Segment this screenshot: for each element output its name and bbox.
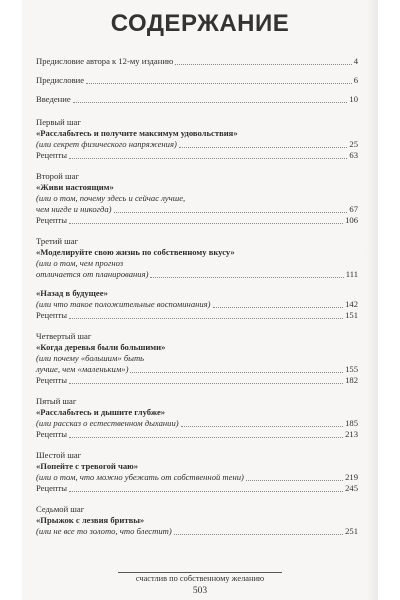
toc-page-number: 155 [345,364,358,374]
book-page [22,0,378,600]
step-title: «Расслабьтесь и получите максимум удовольствия» [36,128,238,138]
step-recipes [36,215,358,226]
book-title: счастлив по собственному желанию [118,572,282,583]
step-label: Четвертый шаг [36,331,92,341]
dot-leader [69,157,347,159]
step-recipes [36,150,358,161]
toc-entry [36,94,358,105]
toc-step [36,236,358,321]
step-recipes [36,375,358,386]
table-of-contents [36,56,358,537]
toc-page-number: 25 [349,139,358,149]
dot-leader [69,490,343,492]
step-recipes [36,429,358,440]
dot-leader [174,533,343,535]
step-label: Пятый шаг [36,396,77,406]
step-subtitle [36,139,358,150]
dot-leader [86,82,352,84]
step-title: «Когда деревья были большими» [36,342,166,352]
toc-page-number: 63 [349,150,358,160]
toc-page-number: 67 [349,204,358,214]
toc-step [36,450,358,494]
step-label: Седьмой шаг [36,504,85,514]
step-recipes [36,310,358,321]
step-title: «Моделируйте свою жизнь по собственному вкусу» [36,247,235,257]
step-subtitle [36,526,358,537]
step-subtitle-text: чем нигде и никогда) [36,204,112,214]
running-footer [22,574,378,583]
page-number: 503 [192,586,208,596]
toc-entry-title: Введение [36,94,71,104]
toc-page-number: 6 [353,75,358,85]
step-subtitle-text: (или о том, почему здесь и сейчас лучше, [36,193,186,203]
toc-step [36,117,358,161]
dot-leader [73,101,348,103]
dot-leader [69,382,343,384]
dot-leader [130,371,343,373]
toc-page-number: 111 [345,269,358,279]
page-title: СОДЕРЖАНИЕ [110,10,290,37]
recipes-label: Рецепты [36,483,68,493]
toc-step [36,504,358,537]
toc-page-number: 151 [345,310,358,320]
toc-page-number: 106 [345,215,358,225]
toc-step [36,171,358,226]
dot-leader [181,425,343,427]
toc-page-number: 4 [353,56,358,66]
step-subtitle-text: (или почему «большим» быть [36,353,145,363]
step-label: Шестой шаг [36,450,82,460]
toc-entry [36,75,358,86]
step-label: Второй шаг [36,171,79,181]
step-subtitle [36,269,358,280]
step-subtitle [36,364,358,375]
dot-leader [179,146,348,148]
dot-leader [246,479,343,481]
toc-page-number: 245 [345,483,358,493]
step-title: «Расслабьтесь и дышите глубже» [36,407,166,417]
step-subtitle-text: (или что такое положительные воспоминания) [36,299,211,309]
toc-step [36,331,358,386]
step-title: «Живи настоящим» [36,182,114,192]
toc-page-number: 185 [345,418,358,428]
recipes-label: Рецепты [36,310,68,320]
recipes-label: Рецепты [36,375,68,385]
dot-leader [69,436,343,438]
dot-leader [150,276,343,278]
toc-page-number: 182 [345,375,358,385]
step-subtitle-text: лучше, чем «маленьким») [36,364,129,374]
step-title: «Прыжок с лезвия бритвы» [36,515,145,525]
step-extra-title: «Назад в будущее» [36,288,108,298]
toc-entry-title: Предисловие автора к 12-му изданию [36,56,174,66]
step-subtitle-text: (или о том, чем прогноз [36,258,124,268]
step-subtitle-text: (или рассказ о естественном дыхании) [36,418,179,428]
step-subtitle [36,204,358,215]
recipes-label: Рецепты [36,429,68,439]
step-subtitle [36,472,358,483]
recipes-label: Рецепты [36,215,68,225]
step-subtitle-text: (или о том, что можно убежать от собственной тени) [36,472,244,482]
step-label: Первый шаг [36,117,81,127]
toc-entry [36,56,358,67]
toc-step [36,396,358,440]
toc-page-number: 213 [345,429,358,439]
toc-entry-title: Предисловие [36,75,85,85]
dot-leader [69,222,343,224]
step-label: Третий шаг [36,236,79,246]
step-subtitle-text: (или секрет физического напряжения) [36,139,177,149]
step-title: «Попейте с тревогой чаю» [36,461,139,471]
step-subtitle-text: отличается от планирования) [36,269,149,279]
step-recipes [36,483,358,494]
dot-leader [69,317,343,319]
toc-page-number: 142 [345,299,358,309]
dot-leader [175,63,351,65]
dot-leader [213,306,344,308]
recipes-label: Рецепты [36,150,68,160]
step-extra-subtitle [36,299,358,310]
toc-page-number: 10 [349,94,358,104]
step-subtitle-text: (или не все то золото, что блестит) [36,526,172,536]
toc-page-number: 219 [345,472,358,482]
page-edge-shadow [366,0,378,600]
dot-leader [114,211,348,213]
toc-page-number: 251 [345,526,358,536]
step-subtitle [36,418,358,429]
